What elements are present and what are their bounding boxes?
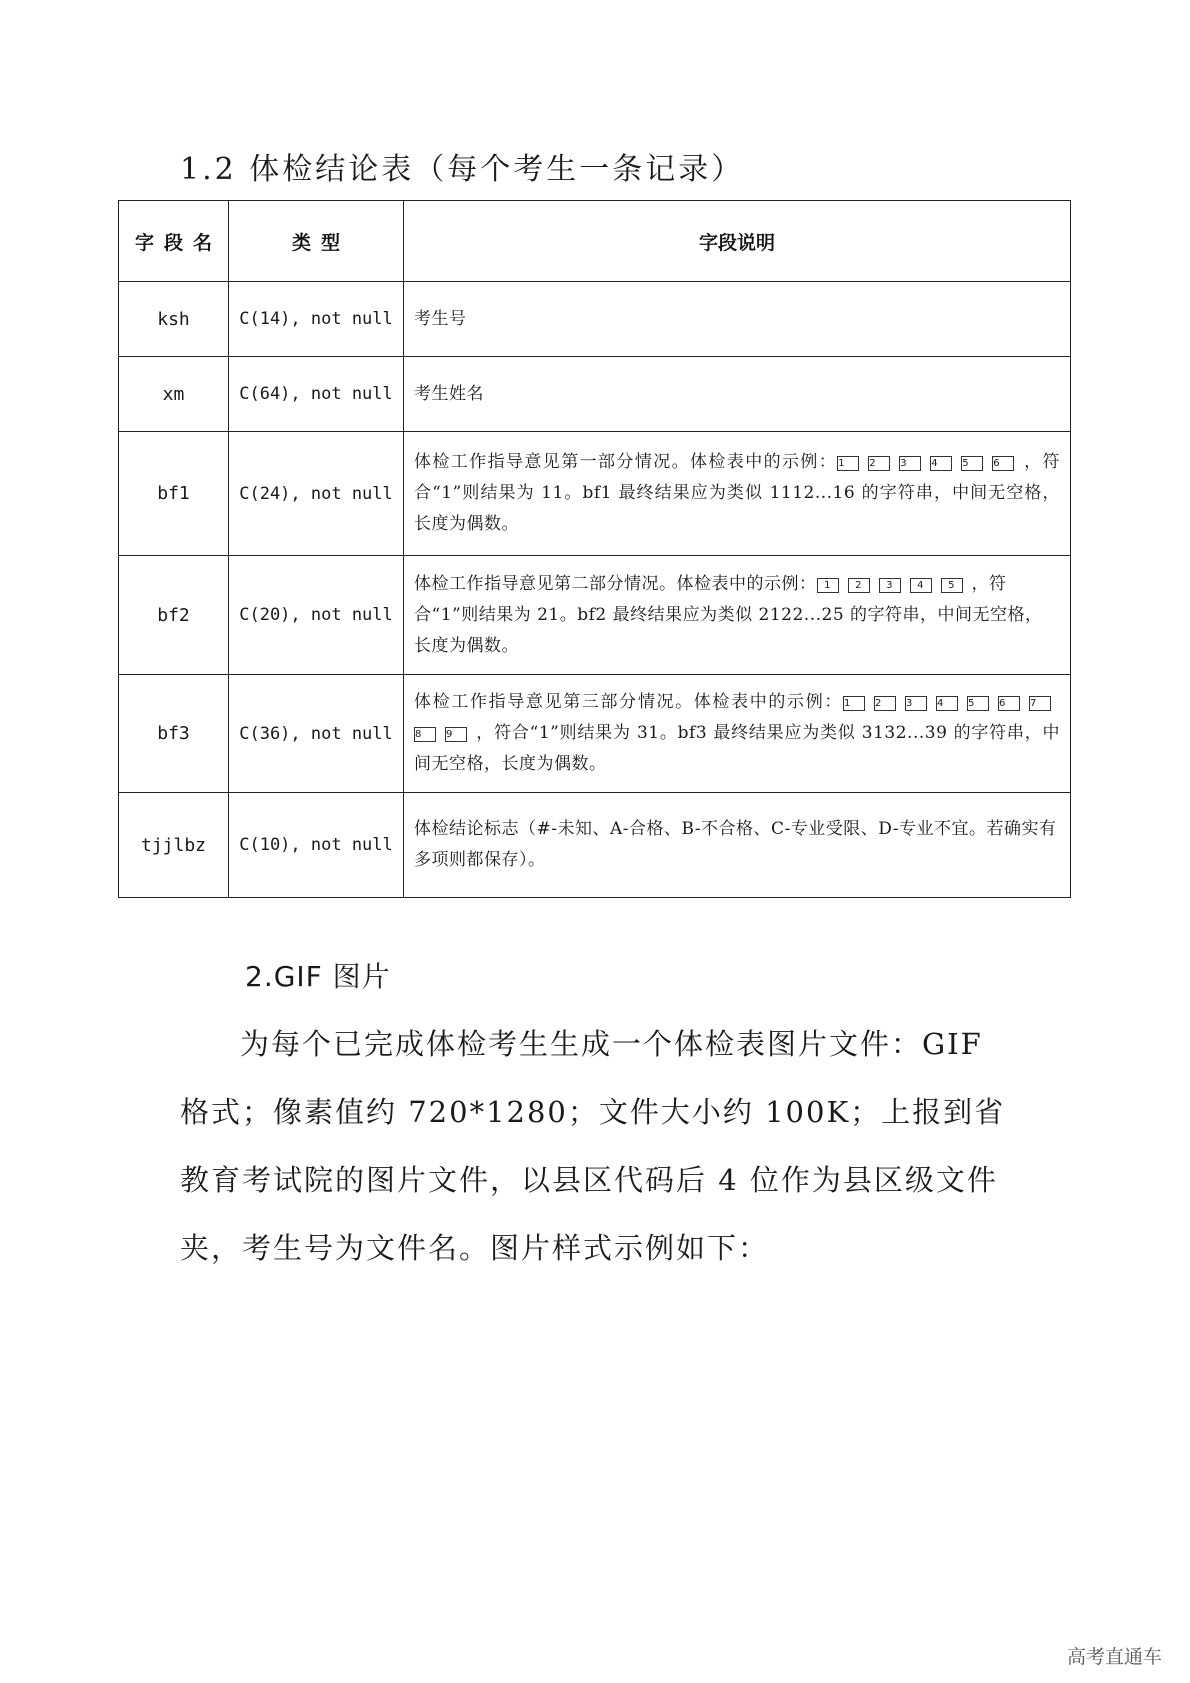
field-type: C(10), not null <box>229 793 404 898</box>
field-description: 考生号 <box>404 282 1071 357</box>
table-row <box>119 675 1071 793</box>
checkbox-icon: 8 <box>414 727 436 742</box>
field-type: C(64), not null <box>229 357 404 432</box>
field-type: C(14), not null <box>229 282 404 357</box>
table-row <box>119 432 1071 556</box>
table-row <box>119 556 1071 675</box>
checkbox-icon: 9 <box>445 727 467 742</box>
field-name: ksh <box>119 282 229 357</box>
field-table <box>118 200 1071 898</box>
field-name: tjjlbz <box>119 793 229 898</box>
field-name: xm <box>119 357 229 432</box>
field-name: bf1 <box>119 432 229 556</box>
field-description: 体检工作指导意见第一部分情况。体检表中的示例：1 2 3 4 5 6 ，符合“1”则结果为 11。bf1 最终结果应为类似 1112...16 的字符串，中间无空格，长度为偶数。 <box>404 432 1071 556</box>
checkbox-icon: 1 <box>843 696 865 711</box>
field-type: C(36), not null <box>229 675 404 793</box>
table-row <box>119 357 1071 432</box>
checkbox-icon: 4 <box>936 696 958 711</box>
field-description: 考生姓名 <box>404 357 1071 432</box>
field-description: 体检工作指导意见第三部分情况。体检表中的示例：1 2 3 4 5 6 78 9 ，符合“1”则结果为 31。bf3 最终结果应为类似 3132...39 的字符串，中间无空格，长度为偶数。 <box>404 675 1071 793</box>
sub-heading: 2.GIF 图片 <box>245 960 391 993</box>
checkbox-icon: 4 <box>930 456 952 471</box>
header-type: 类型 <box>229 201 404 282</box>
checkbox-icon: 5 <box>967 696 989 711</box>
field-name: bf3 <box>119 675 229 793</box>
checkbox-icon: 3 <box>879 578 901 593</box>
checkbox-icon: 3 <box>899 456 921 471</box>
header-field-name: 字段名 <box>119 201 229 282</box>
checkbox-icon: 7 <box>1029 696 1051 711</box>
header-description: 字段说明 <box>404 201 1071 282</box>
checkbox-icon: 5 <box>961 456 983 471</box>
field-description: 体检工作指导意见第二部分情况。体检表中的示例： 1 2 3 4 5 ，符合“1”则结果为 21。bf2 最终结果应为类似 2122...25 的字符串，中间无空格，长度为偶数。 <box>404 556 1071 675</box>
checkbox-icon: 6 <box>998 696 1020 711</box>
table-row <box>119 282 1071 357</box>
body-paragraph: 为每个已完成体检考生生成一个体检表图片文件：GIF 格式；像素值约 720*1280；文件大小约 100K；上报到省教育考试院的图片文件，以县区代码后 4 位作为县区级文件夹，考生号为文件名。图片样式示例如下： <box>180 1027 1006 1265</box>
checkbox-icon: 1 <box>837 456 859 471</box>
checkbox-icon: 2 <box>868 456 890 471</box>
checkbox-icon: 2 <box>848 578 870 593</box>
field-type: C(24), not null <box>229 432 404 556</box>
checkbox-icon: 6 <box>992 456 1014 471</box>
section-title: 1.2 体检结论表（每个考生一条记录） <box>180 152 745 187</box>
checkbox-example <box>817 574 972 594</box>
field-type: C(20), not null <box>229 556 404 675</box>
field-description: 体检结论标志（#-未知、A-合格、B-不合格、C-专业受限、D-专业不宜。若确实有多项则都保存）。 <box>404 793 1071 898</box>
watermark: 高考直通车 <box>1066 1646 1162 1668</box>
table-row <box>119 793 1071 898</box>
checkbox-icon: 1 <box>817 578 839 593</box>
field-name: bf2 <box>119 556 229 675</box>
checkbox-icon: 3 <box>905 696 927 711</box>
checkbox-icon: 5 <box>941 578 963 593</box>
table-header-row <box>119 201 1071 282</box>
checkbox-icon: 4 <box>910 578 932 593</box>
checkbox-icon: 2 <box>874 696 896 711</box>
checkbox-example <box>837 452 1023 472</box>
